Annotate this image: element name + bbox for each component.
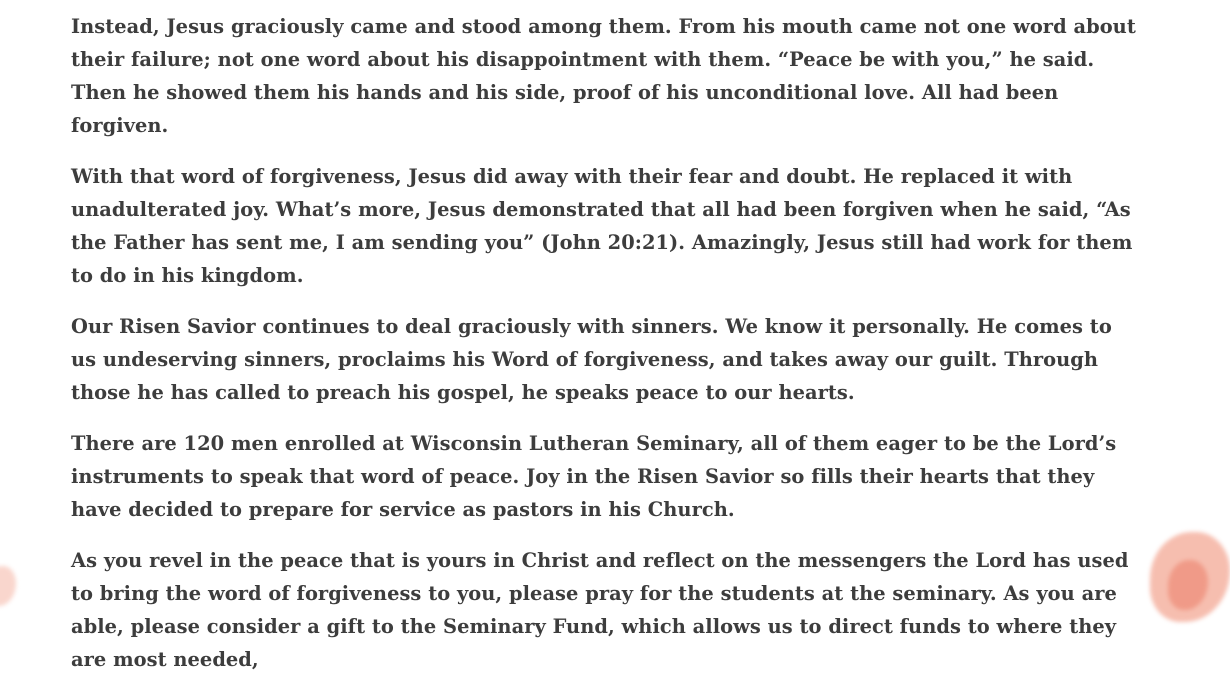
paragraph-forgiveness-appearance: Instead, Jesus graciously came and stood among them. From his mouth came not one word about their failure; not one word about his disappointment with them. “Peace be with you,” he said. Then he showed them his hands and his side, proof of his unconditional love. All had been forgiven. <box>71 15 1136 137</box>
paragraph-appeal: As you revel in the peace that is yours in Christ and reflect on the messengers the Lord has used to bring the word of forgiveness to you, please pray for the students at the seminary. As you are able, please consider a gift to the Seminary Fund, which allows us to direct funds to where they are most needed, <box>71 549 1129 671</box>
paragraph-risen-savior: Our Risen Savior continues to deal graciously with sinners. We know it personally. He comes to us undeserving sinners, proclaims his Word of forgiveness, and takes away our guilt. Through those he has called to preach his gospel, he speaks peace to our hearts. <box>71 315 1112 404</box>
paragraph-seminary-enrollment: There are 120 men enrolled at Wisconsin Lutheran Seminary, all of them eager to be the Lord’s instruments to speak that word of peace. Joy in the Risen Savior so fills their hearts that they have decided to prepare for service as pastors in his Church. <box>71 432 1117 521</box>
flower-decoration-left <box>0 566 16 606</box>
paragraph-fear-and-doubt: With that word of forgiveness, Jesus did away with their fear and doubt. He replaced it with unadulterated joy. What’s more, Jesus demonstrated that all had been forgiven when he said, “As the Father has sent me, I am sending you” (John 20:21). Amazingly, Jesus still had work for them to do in his kingdom. <box>71 165 1133 287</box>
letter-body <box>71 10 1136 694</box>
